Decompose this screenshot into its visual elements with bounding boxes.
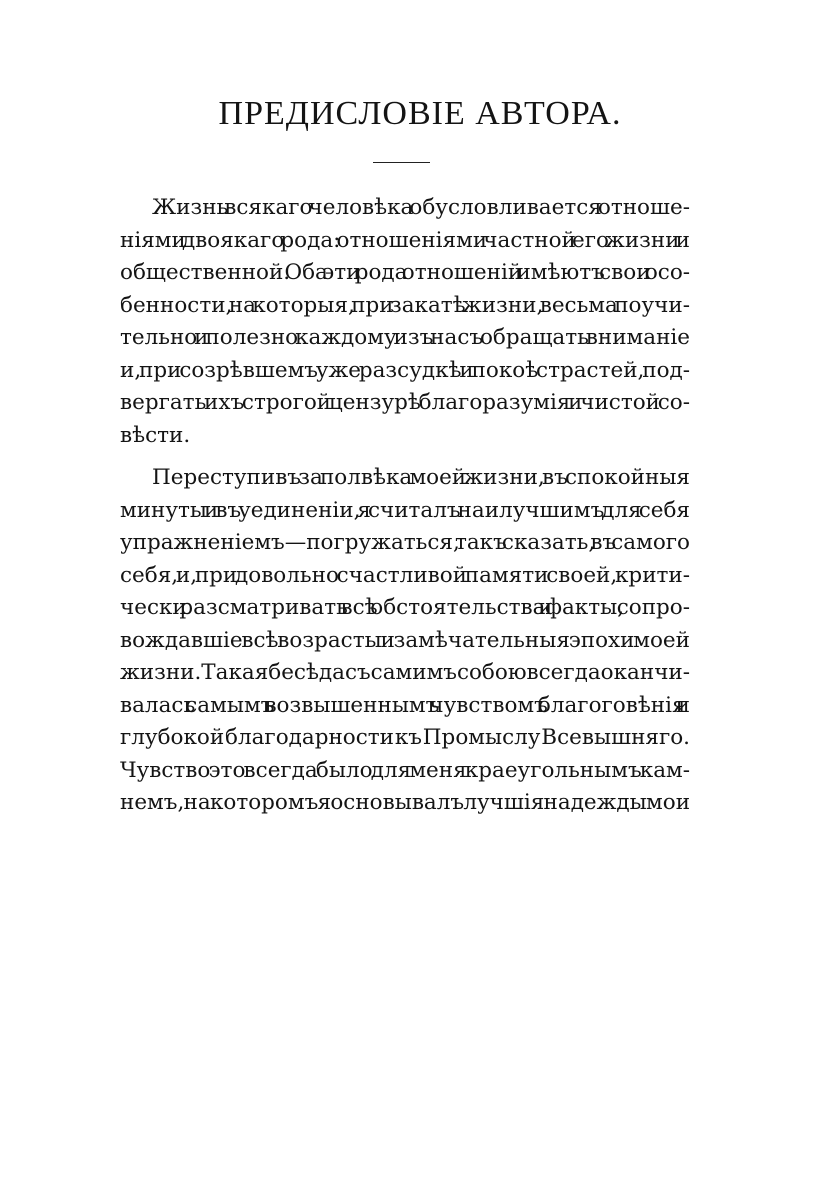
- paragraph-line: ніями двоякаго рода: отношеніями частной его жизни и: [120, 227, 690, 253]
- paragraph-2: [120, 462, 690, 820]
- paragraph-line: тельно и полезно каждому изъ насъ обращать вниманіе: [120, 325, 691, 350]
- title-rule: [373, 162, 430, 163]
- paragraph-line: глубокой благодарности къ Промыслу Всевышняго.: [120, 725, 690, 750]
- paragraph-line: Переступивъ за полвѣка моей жизни, въ спокойныя: [152, 465, 690, 490]
- paragraph-line: чески разсматривать всѣ обстоятельства и факты, сопро-: [120, 595, 691, 620]
- paragraph-line: жизни. Такая бесѣда съ самимъ собою всегда оканчи-: [120, 660, 691, 685]
- paragraph-line: себя, и, при довольно счастливой памяти своей, крити-: [120, 562, 691, 588]
- paragraph-line: бенности, на которыя, при закатѣ жизни, весьма поучи-: [120, 292, 690, 318]
- paragraph-line: вождавшіе всѣ возрасты и замѣчательныя эпохи моей: [120, 627, 690, 653]
- paragraph-line: общественной. Оба эти рода отношеній имѣютъ свои осо-: [120, 260, 691, 285]
- paragraph-1: [120, 192, 690, 452]
- paragraph-line: вергать ихъ строгой цензурѣ благоразумія и чистой со-: [120, 390, 691, 415]
- paragraph-line: Жизнь всякаго человѣка обусловливается отноше-: [152, 195, 690, 220]
- paragraph-line: упражненіемъ—погружаться, такъ сказать, въ самого: [120, 530, 690, 555]
- paragraph-line: и, при созрѣвшемъ уже разсудкѣ и покоѣ страстей, под-: [120, 357, 691, 383]
- paragraph-line: немъ, на которомъ я основывалъ лучшія надежды мои: [120, 790, 691, 815]
- paragraph-line: валась самымъ возвышеннымъ чувствомъ благоговѣнія и: [120, 692, 691, 718]
- paragraph-line: Чувство это всегда было для меня краеугольнымъ кам-: [120, 757, 691, 783]
- paragraph-line: минуты и въ уединеніи, я считалъ наилучшимъ для себя: [120, 497, 690, 523]
- page-title: ПРЕДИСЛОВІЕ АВТОРА.: [218, 95, 622, 132]
- paragraph-line: вѣсти.: [120, 422, 191, 448]
- body-text: [120, 192, 690, 820]
